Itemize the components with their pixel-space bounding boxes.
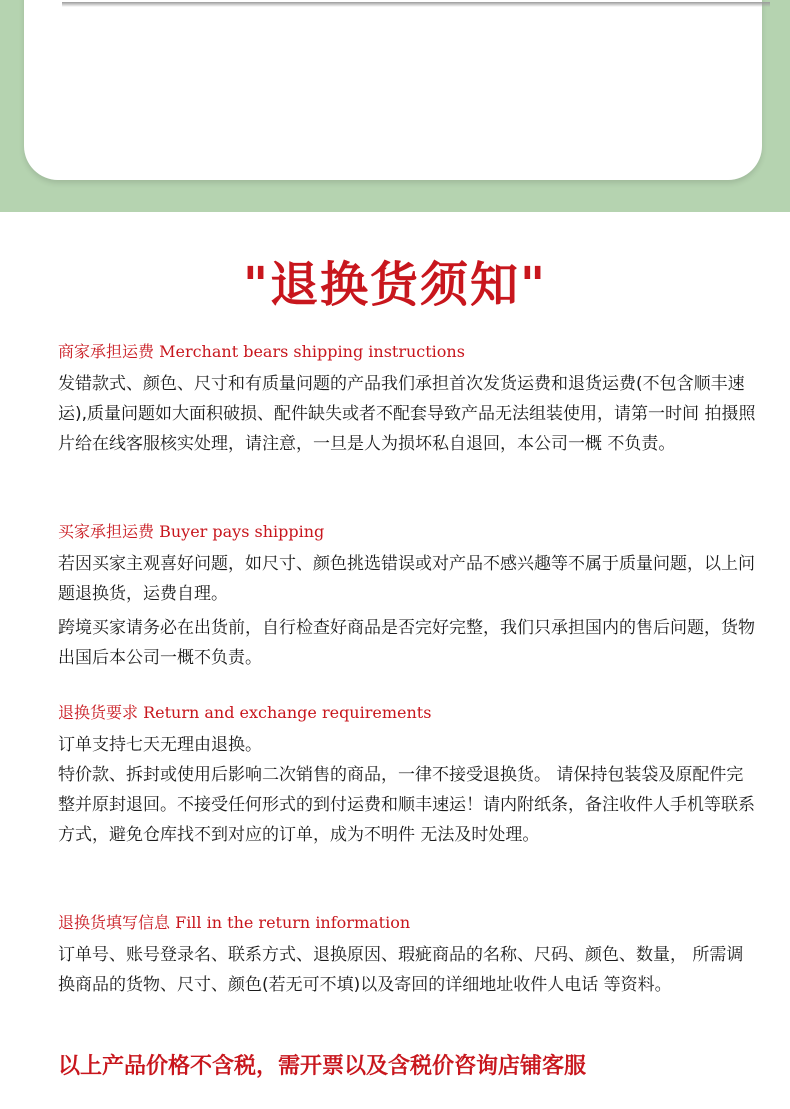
section-paragraph: 订单支持七天无理由退换。 [58, 735, 262, 755]
section-paragraph: 跨境买家请务必在出货前，自行检查好商品是否完好完整，我们只承担国内的售后问题，货物出国后本公司一概不负责。 [58, 618, 755, 668]
product-preview-card [24, 0, 762, 180]
section-return-info [58, 912, 758, 1000]
section-merchant-shipping [58, 341, 758, 459]
section-heading: 退换货要求 Return and exchange requirements [58, 703, 432, 722]
section-heading: 买家承担运费 Buyer pays shipping [58, 522, 325, 541]
section-paragraph: 特价款、拆封或使用后影响二次销售的商品，一律不接受退换货。 请保持包装袋及原配件完整并原封退回。不接受任何形式的到付运费和顺丰速运！请内附纸条，备注收件人手机等联系方式，避免仓库找不到对应的订单，成为不明件 无法及时处理。 [58, 765, 755, 845]
section-heading: 商家承担运费 Merchant bears shipping instructions [58, 342, 465, 361]
page-title: "退换货须知" [242, 257, 548, 313]
section-heading: 退换货填写信息 Fill in the return information [58, 913, 411, 932]
section-paragraph: 发错款式、颜色、尺寸和有质量问题的产品我们承担首次发货运费和退货运费(不包含顺丰速运),质量问题如大面积破损、配件缺失或者不配套导致产品无法组装使用，请第一时间 拍摄照片给在线客服核实处理，请注意，一旦是人为损坏私自退回，本公司一概 不负责。 [58, 374, 756, 454]
tax-notice: 以上产品价格不含税，需开票以及含税价咨询店铺客服 [58, 1054, 587, 1079]
section-paragraph: 订单号、账号登录名、联系方式、退换原因、瑕疵商品的名称、尺码、颜色、数量， 所需调换商品的货物、尺寸、颜色(若无可不填)以及寄回的详细地址收件人电话 等资料。 [58, 945, 744, 995]
thumbnail-shelf-shadow [62, 2, 770, 7]
top-green-band [0, 0, 790, 212]
section-return-requirements [58, 702, 758, 850]
section-buyer-shipping [58, 521, 758, 673]
section-paragraph: 若因买家主观喜好问题，如尺寸、颜色挑选错误或对产品不感兴趣等不属于质量问题，以上问题退换货，运费自理。 [58, 554, 755, 604]
